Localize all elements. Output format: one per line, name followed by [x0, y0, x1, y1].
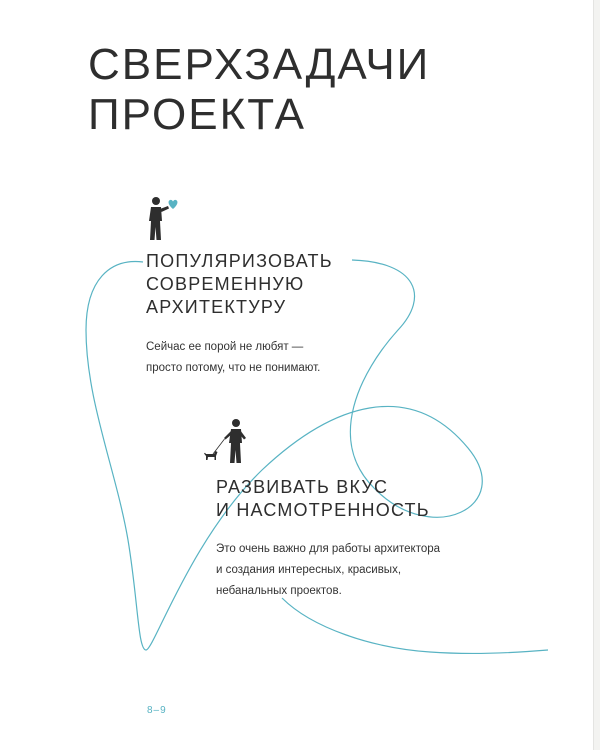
person-heart-icon [140, 196, 180, 242]
decorative-curve-path-lower [282, 598, 548, 653]
task-heading: РАЗВИВАТЬ ВКУС И НАСМОТРЕННОСТЬ [216, 477, 430, 520]
task-description: Сейчас ее порой не любят — просто потому, что не понимают. [146, 341, 321, 374]
task-heading: ПОПУЛЯРИЗОВАТЬ СОВРЕМЕННУЮ АРХИТЕКТУРУ [146, 251, 333, 317]
task-develop-taste [216, 476, 476, 602]
person-walking-dog-icon [202, 418, 252, 468]
task-description: Это очень важно для работы архитектора и создания интересных, красивых, небанальных проектов. [216, 543, 441, 597]
page-number: 8–9 [147, 705, 167, 716]
page-title: СВЕРХЗАДАЧИ ПРОЕКТА [88, 40, 431, 139]
task-popularize [146, 250, 376, 379]
